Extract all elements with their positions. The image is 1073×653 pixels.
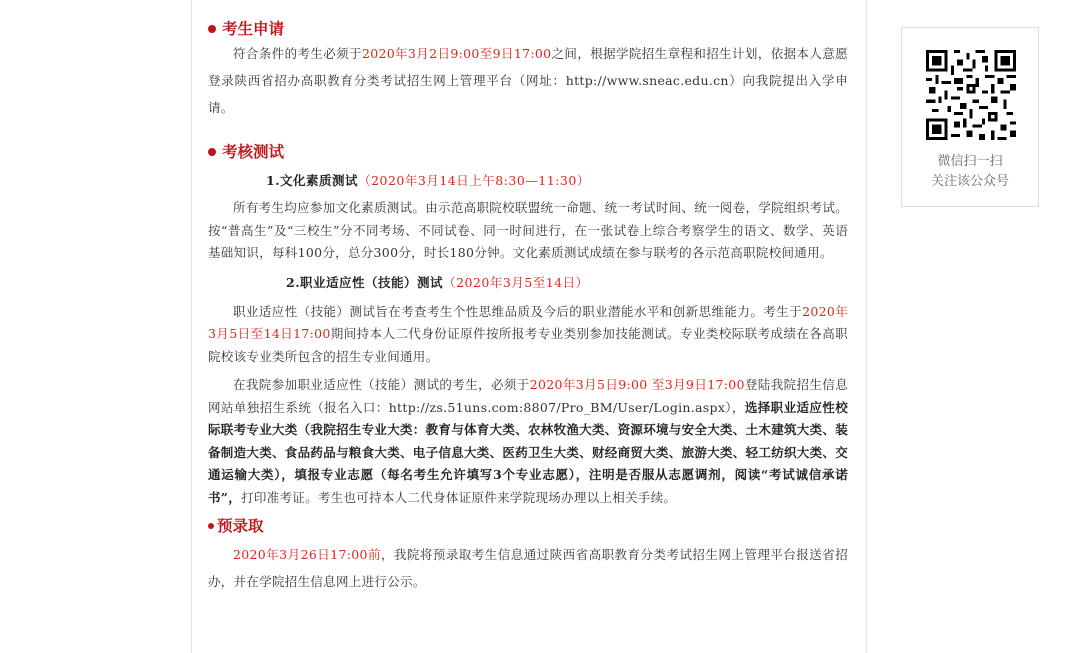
culture-test-paragraph: 所有考生均应参加文化素质测试。由示范高职院校联盟统一命题、统一考试时间、统一阅卷，学院组织考试。按“普高生”及“三校生”分不同考场、不同试卷、同一时间进行，在一张试卷上综合考察学生的语文、数学、英语基础知识，每科100分，总分300分，时长180分钟。文化素质测试成绩在参与联考的各示范高职院校间通用。 <box>208 200 848 260</box>
article-body <box>208 18 848 595</box>
skill-test-paragraph: 职业适应性（技能）测试旨在考查考生个性思维品质及今后的职业潜能水平和创新思维能力。考生于2020年3月5日至14日17:00期间持本人二代身份证原件按所报考专业类别参加技能测试。专业类校际联考成绩在各高职院校该专业类所包含的招生专业间通用。 <box>208 303 849 364</box>
bullet-icon <box>208 523 214 529</box>
section-title-admit: 预录取 <box>208 515 848 537</box>
section-title-exam: 考核测试 <box>208 141 848 163</box>
subheading-culture-test: 1.文化素质测试（2020年3月14日上午8:30—11:30） <box>266 173 590 188</box>
subheading-skill-test: 2.职业适应性（技能）测试（2020年3月5至14日） <box>286 274 589 290</box>
apply-paragraph: 符合条件的考生必须于2020年3月2日9:00至9日17:00之间，根据学院招生章程和招生计划，依据本人意愿登录陕西省招办高职教育分类考试招生网上管理平台（网址：http://www.sneac.edu.cn）向我院提出入学申请。 <box>208 46 848 115</box>
registration-paragraph: 在我院参加职业适应性（技能）测试的考生，必须于2020年3月5日9:00 至3月9日17:00登陆我院招生信息网站单独招生系统（报名入口：http://zs.51uns.com:8807/Pro_BM/User/Login.aspx），选择职业适应性校际联考专业大类（我院招生专业大类：教育与体育大类、农林牧渔大类、资源环境与安全大类、土木建筑大类、装备制造大类、食品药品与粮食大类、电子信息大类、医药卫生大类、财经商贸大类、旅游大类、轻工纺织大类、交通运输大类），填报专业志愿（每名考生允许填写3个专业志愿），注明是否服从志愿调剂，阅读“考试诚信承诺书”，打印准考证。考生也可持本人二代身体证原件来学院现场办理以上相关手续。 <box>208 377 849 505</box>
article-panel <box>191 0 867 653</box>
wechat-qr-card <box>901 27 1039 207</box>
admit-paragraph: 2020年3月26日17:00前，我院将预录取考生信息通过陕西省高职教育分类考试招生网上管理平台报送省招办，并在学院招生信息网上进行公示。 <box>208 547 848 589</box>
section-title-apply: 考生申请 <box>208 18 848 40</box>
bullet-icon <box>208 25 216 33</box>
bullet-icon <box>208 148 216 156</box>
qr-code-icon <box>926 50 1016 140</box>
qr-caption: 微信扫一扫 关注该公众号 <box>930 154 1009 189</box>
